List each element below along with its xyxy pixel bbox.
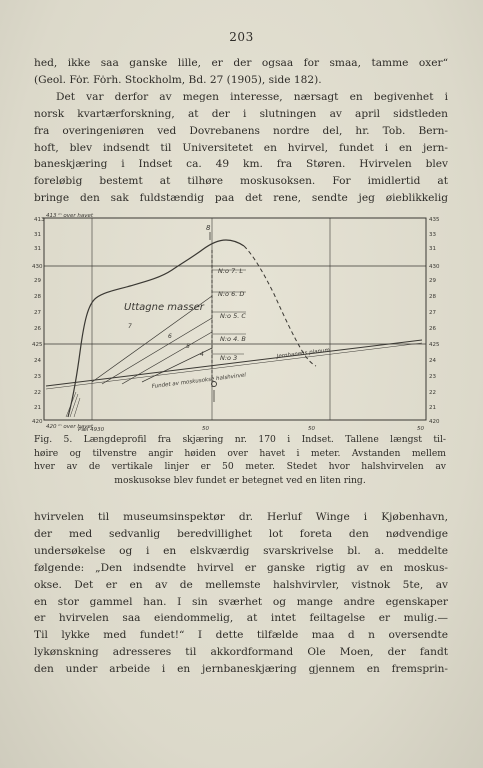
caption-line: Fig. 5. Længdeprofil fra skjæring nr. 170 i Indset. Tallene længst til- xyxy=(34,434,446,445)
strata-line xyxy=(102,318,212,384)
left-tick: 420 xyxy=(32,419,43,425)
right-tick: 21 xyxy=(429,405,436,411)
diagram-annotations xyxy=(46,213,424,432)
rail-label: Jernbanens planum xyxy=(276,347,331,360)
paragraph-top xyxy=(34,55,448,207)
figure-caption xyxy=(34,433,446,487)
right-tick: 26 xyxy=(429,326,436,332)
slope-number: 4 xyxy=(200,351,204,358)
slope-number: 5 xyxy=(186,343,190,350)
strata-label: N:o 5. C xyxy=(220,312,246,320)
profile-figure xyxy=(32,212,442,432)
right-tick: 22 xyxy=(429,390,436,396)
left-tick: 31 xyxy=(34,232,41,238)
paragraph-bottom xyxy=(34,509,448,678)
terrain-profile-dashed xyxy=(244,246,316,366)
text-line: der med sedvanlig beredvillighet lot foreta den nødvendige xyxy=(34,527,448,540)
find-label: Fundet av moskusokse halshvirvel xyxy=(151,372,247,390)
strata-line xyxy=(122,332,212,384)
text-line: en stor gammel han. I sin sværhet og mange andre egenskaper xyxy=(34,595,448,608)
text-line: bringe den sak fuldstændig paa det rene, sendte jeg øieblikkelig xyxy=(34,192,448,205)
left-tick: 24 xyxy=(34,358,41,364)
profile-diagram xyxy=(32,212,442,432)
strata-label: N:o 4. B xyxy=(220,335,246,343)
page-number: 203 xyxy=(229,30,254,44)
left-tick: 21 xyxy=(34,405,41,411)
caption-line: høire og tilvenstre angir høiden over havet i meter. Avstanden mellem xyxy=(34,447,446,459)
left-tick: 28 xyxy=(34,294,41,300)
caption-line: moskusokse blev fundet er betegnet ved en liten ring. xyxy=(114,474,366,486)
text-line: den under arbeide i en jernbaneskjæring gjennem en fremsprin- xyxy=(34,663,448,676)
text-line: følgende: „Den indsendte hvirvel er ganske rigtig av en moskus- xyxy=(34,561,448,574)
right-tick: 24 xyxy=(429,358,436,364)
right-tick: 27 xyxy=(429,310,436,316)
right-tick: 425 xyxy=(429,342,440,348)
text-line: okse. Det er en av de mellemste halshvirvler, vistnok 5te, av xyxy=(34,578,448,591)
text-line: fra overingeniøren ved Dovrebanens nordre del, hr. Tob. Bern- xyxy=(34,124,448,137)
strata-label: N:o 3 xyxy=(220,354,238,362)
top-elevation-label: 413 ᵐ over havet xyxy=(46,213,94,219)
text-line: hoft, blev indsendt til Universitetet en hvirvel, fundet i en jern- xyxy=(34,141,448,154)
rail-planum-line xyxy=(46,343,422,389)
left-tick: 26 xyxy=(34,326,41,332)
text-line: undersøkelse og i en elskværdig svarskrivelse bl. a. meddelte xyxy=(34,544,448,557)
left-tick: 413 xyxy=(34,217,45,223)
right-tick: 31 xyxy=(429,246,436,252)
strata-label: N:o 6. D xyxy=(218,290,245,298)
text-line: er hvirvelen saa eiendommelig, at intet feiltagelse er mulig.— xyxy=(34,612,448,625)
text-line: lykønskning adresseres til akkordformand Ole Moen, der fandt xyxy=(34,646,448,659)
right-axis-labels xyxy=(429,217,440,425)
left-tick: 23 xyxy=(34,374,41,380)
right-tick: 28 xyxy=(429,294,436,300)
text-line: hed, ikke saa ganske lille, er der ogsaa for smaa, tamme oxer“ xyxy=(34,57,448,69)
left-axis-labels xyxy=(32,217,45,425)
slope-number: 7 xyxy=(128,323,132,330)
strata-label: N:o 7. L xyxy=(218,267,243,275)
text-line: Til lykke med fundet!“ I dette tilfælde maa d n oversendte xyxy=(34,629,448,642)
bottom-axis-label: 50 xyxy=(202,426,209,432)
text-line: Det var derfor av megen interesse, nærsagt en begivenhet i xyxy=(56,90,448,103)
masses-label: Uttagne masser xyxy=(124,302,204,313)
text-line: foreløbig bestemt at tilhøre moskusoksen. For imidlertid at xyxy=(34,175,448,188)
bottom-axis-label: 50 xyxy=(308,426,315,432)
bottom-elevation-label: 420 ᵐ over havet xyxy=(46,424,94,430)
right-tick: 435 xyxy=(429,217,440,223)
right-tick: 29 xyxy=(429,278,436,284)
text-line: baneskjæring i Indset ca. 49 km. fra Støren. Hvirvelen blev xyxy=(34,158,448,171)
bottom-axis-label: Pæl 4930 xyxy=(78,427,105,432)
right-tick: 420 xyxy=(429,419,440,425)
left-tick: 22 xyxy=(34,390,41,396)
left-tick: 27 xyxy=(34,310,41,316)
caption-line: hver av de vertikale linjer er 50 meter. Stedet hvor halshvirvelen av xyxy=(34,461,446,473)
slope-number: 6 xyxy=(168,333,172,340)
left-tick: 425 xyxy=(32,342,43,348)
left-tick: 29 xyxy=(34,278,41,284)
text-line: hvirvelen til museumsinspektør dr. Herluf Winge i Kjøbenhavn, xyxy=(34,511,448,523)
text-line: (Geol. Fȯr. Fȯrh. Stockholm, Bd. 27 (1905), side 182). xyxy=(34,73,322,86)
text-line: norsk kvartærforskning, at der i slutningen av april sidstleden xyxy=(34,107,448,120)
section-marker: 8 xyxy=(206,224,211,232)
right-tick: 23 xyxy=(429,374,436,380)
right-tick: 430 xyxy=(429,264,440,270)
bottom-axis-label: 50 xyxy=(417,426,424,432)
right-tick: 33 xyxy=(429,232,436,238)
left-tick: 430 xyxy=(32,264,43,270)
left-tick: 31 xyxy=(34,246,41,252)
